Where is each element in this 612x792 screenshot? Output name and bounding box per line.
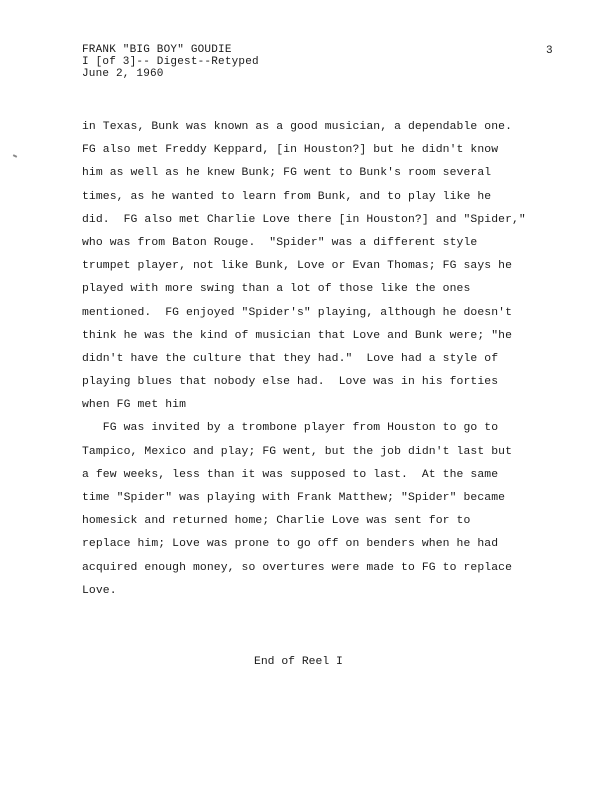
body-line: Love.: [82, 584, 117, 597]
body-line: didn't have the culture that they had." Love had a style of: [82, 352, 499, 365]
body-line: played with more swing than a lot of those like the ones: [82, 283, 471, 296]
body-line: playing blues that nobody else had. Love was in his forties: [82, 376, 499, 389]
header-date: June 2, 1960: [82, 68, 164, 80]
body-line: think he was the kind of musician that Love and Bunk were; "he: [82, 329, 513, 342]
body-line: when FG met him: [82, 399, 187, 412]
page-number: 3: [546, 45, 553, 57]
body-line: in Texas, Bunk was known as a good musician, a dependable one.: [82, 121, 513, 133]
header-interviewee-name: FRANK "BIG BOY" GOUDIE: [82, 44, 232, 56]
body-line: Tampico, Mexico and play; FG went, but the job didn't last but: [82, 445, 513, 458]
body-line: time "Spider" was playing with Frank Matthew; "Spider" became: [82, 492, 506, 504]
body-line: him as well as he knew Bunk; FG went to Bunk's room several: [82, 167, 492, 180]
body-line: who was from Baton Rouge. "Spider" was a different style: [82, 236, 478, 249]
body-line: acquired enough money, so overtures were made to FG to replace: [82, 561, 513, 574]
document-body: [82, 116, 572, 603]
body-line: homesick and returned home; Charlie Love was sent for to: [82, 515, 471, 528]
body-line: replace him; Love was prone to go off on benders when he had: [82, 538, 499, 551]
header-reel-info: I [of 3]-- Digest--Retyped: [82, 56, 259, 68]
body-line: did. FG also met Charlie Love there [in Houston?] and "Spider,": [82, 213, 526, 226]
body-line: FG was invited by a trombone player from Houston to go to: [82, 422, 499, 435]
end-of-reel-note: End of Reel I: [254, 656, 343, 668]
body-line: mentioned. FG enjoyed "Spider's" playing, although he doesn't: [82, 306, 513, 319]
document-header: [82, 44, 259, 80]
body-line: times, as he wanted to learn from Bunk, and to play like he: [82, 190, 492, 203]
body-line: trumpet player, not like Bunk, Love or Evan Thomas; FG says he: [82, 260, 513, 273]
body-line: a few weeks, less than it was supposed to last. At the same: [82, 468, 499, 481]
scan-speck: [13, 154, 17, 158]
body-line: FG also met Freddy Keppard, [in Houston?] but he didn't know: [82, 144, 499, 157]
